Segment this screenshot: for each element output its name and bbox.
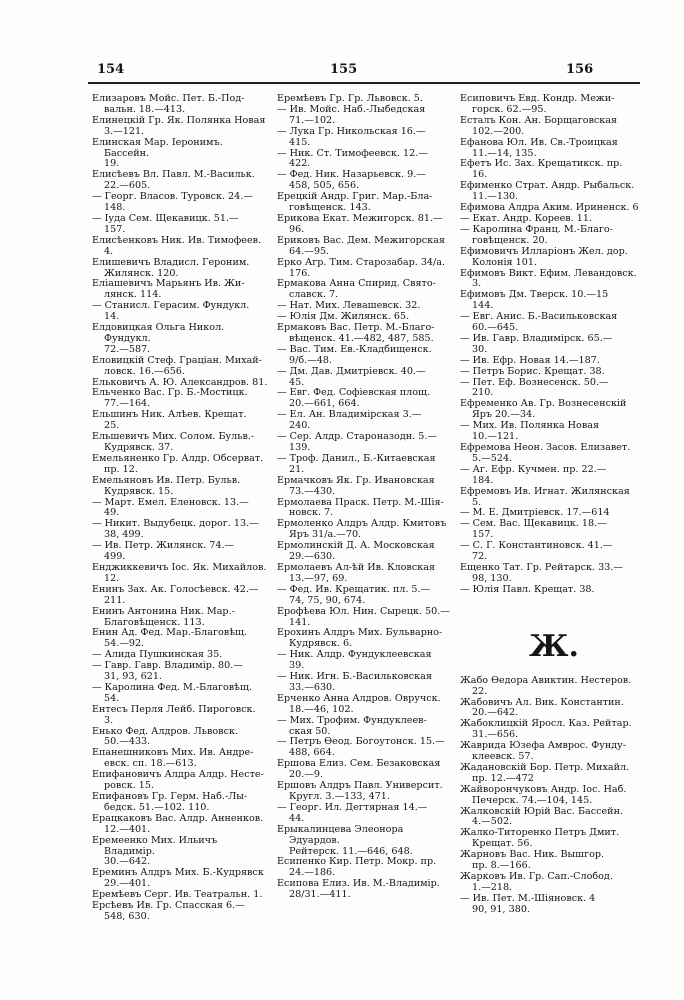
directory-entry: Жабо Ѳедора Авиктин. Нестеров. 22. xyxy=(460,674,632,697)
directory-entry: — Троф. Данил., Б.-Китаевская 21. xyxy=(277,452,436,475)
directory-entry: Ермолаева Праск. Петр. М.-Шія- новск. 7. xyxy=(277,496,444,519)
directory-entry: Еліашевичъ Марьянъ Ив. Жи- лянск. 114. xyxy=(92,278,245,301)
directory-entry: Жабовичъ Ал. Вик. Константин. 20.—642. xyxy=(460,696,624,719)
directory-entry: Есиповичъ Евд. Кондр. Межи- горск. 62.—95. xyxy=(460,94,615,115)
directory-entry: — Лука Гр. Никольская 16.— 415. xyxy=(277,125,426,148)
directory-entry: Ермоленко Алдръ Алдр. Кмитовъ Яръ 31/а.—70. xyxy=(277,518,447,541)
directory-entry: Еловицкій Стеф. Граціан. Михай- ловск. 16.—656. xyxy=(92,354,262,377)
directory-entry: — Мих. Трофим. Фундуклеев- ская 50. xyxy=(277,714,427,737)
directory-entry: — Алида Пушкинская 35. xyxy=(92,649,223,661)
directory-entry: — Георг. Власов. Туровск. 24.— 148. xyxy=(92,191,253,214)
directory-entry: Жабоклицкій Яросл. Каз. Рейтар. 31.—656. xyxy=(460,718,632,741)
directory-entry: Ершовъ Алдръ Павл. Университ. Кругл. 3.—133, 471. xyxy=(277,780,443,802)
page-number-left: 154 xyxy=(97,62,125,77)
directory-entry: Ельшевичъ Мих. Солом. Бульв.- Кудрявск. 37. xyxy=(92,431,255,453)
directory-entry: Епифановъ Гр. Герм. Наб.-Лы- бедск. 51.—102. 110. xyxy=(92,791,248,813)
directory-entry: Ефременко Ав. Гр. Вознесенскій Яръ 20.—34. xyxy=(460,398,627,421)
directory-entry: — Евг. Анис. Б.-Васильковская 60.—645. xyxy=(460,311,618,334)
directory-entry: Жадановскій Бор. Петр. Михайл. пр. 12.—472 xyxy=(460,761,630,784)
directory-entry: — Дм. Дав. Дмитріевск. 40.— 45. xyxy=(277,365,426,388)
directory-entry: Ефремова Неон. Засов. Елизавет. 5.—524. xyxy=(460,442,631,464)
directory-entry: Ещенко Тат. Гр. Рейтарск. 33.— 98, 130. xyxy=(460,561,623,584)
directory-entry: Еремѣевъ Серг. Ив. Театральн. 1. xyxy=(92,889,263,901)
directory-entry: Ентесъ Перля Лейб. Пироговск. 3. xyxy=(92,703,256,726)
directory-entry: Ефимова Алдра Аким. Ириненск. 6 xyxy=(460,202,639,214)
directory-entry: Енджиккевичъ Іос. Як. Михайлов. 12. xyxy=(92,561,267,584)
directory-entry: — Гавр. Гавр. Владимір. 80.— 31, 93, 621. xyxy=(92,660,243,683)
directory-entry: — Петръ Борис. Крещат. 38. xyxy=(460,365,605,377)
directory-entry: Ерофѣева Юл. Нин. Сырецк. 50.— 141. xyxy=(277,605,450,628)
directory-entry: Елинецкій Гр. Як. Полянка Новая 3.—121. xyxy=(92,114,266,137)
directory-entry: Ефименко Страт. Андр. Рыбальск. 11.—130. xyxy=(460,180,635,203)
directory-entry: — Нат. Мих. Левашевск. 32. xyxy=(277,300,421,312)
directory-entry: Ериковъ Вас. Дем. Межигорская 64.—95. xyxy=(277,234,445,257)
directory-entry: — Март. Емел. Еленовск. 13.— 49. xyxy=(92,496,249,519)
page-number-right: 156 xyxy=(566,62,594,77)
directory-entry: Ельченко Вас. Гр. Б.-Мостицк. 77.—164. xyxy=(92,387,248,410)
directory-entry: Еремеенко Мих. Ильичъ Владимір. 30.—642. xyxy=(92,834,218,868)
directory-entry: Енин Ад. Фед. Мар.-Благовѣщ. 54.—92. xyxy=(92,627,247,650)
directory-entry: — М. Е. Дмитріевск. 17.—614 xyxy=(460,507,610,519)
directory-entry: — Ив. Пет. М.-Шіяновск. 4 90, 91, 380. xyxy=(460,892,596,915)
column-middle xyxy=(277,94,455,901)
directory-entry: Ельковичъ А. Ю. Александров. 81. xyxy=(92,376,268,388)
directory-entry: — Ив. Мойс. Наб.-Лыбедская 71.—102. xyxy=(277,103,426,126)
directory-entry: — Ив. Петр. Жилянск. 74.— 499. xyxy=(92,540,235,563)
header-rule xyxy=(88,82,640,84)
directory-entry: Елисѣенковъ Ник. Ив. Тимофеев. 4. xyxy=(92,234,262,257)
directory-entry: — Іуда Сем. Щекавицк. 51.— 157. xyxy=(92,212,239,235)
directory-entry: Ельшинъ Ник. Алѣев. Крещат. 25. xyxy=(92,409,247,432)
directory-entry: Еремѣевъ Гр. Гр. Львовск. 5. xyxy=(277,93,423,104)
directory-entry: Емельяненко Гр. Алдр. Обсерват. пр. 12. xyxy=(92,452,264,475)
column-left xyxy=(92,94,270,923)
directory-entry: Ереминъ Алдръ Мих. Б.-Кудрявск 29.—401. xyxy=(92,867,264,890)
directory-entry: — Ив. Гавр. Владимірск. 65.— 30. xyxy=(460,332,613,355)
directory-entry: Емельяновъ Ив. Петр. Бульв. Кудрявск. 15. xyxy=(92,474,241,497)
directory-entry: — Каролина Франц. М.-Благо- говѣщенск. 20. xyxy=(460,223,613,246)
directory-entry: Ершова Елиз. Сем. Безаковская 20.—9. xyxy=(277,758,441,781)
directory-entry: Ефетъ Ис. Зах. Крещатикск. пр. 16. xyxy=(460,158,623,181)
directory-entry: Жаврида Юзефа Амврос. Фунду- клеевск. 57. xyxy=(460,740,627,763)
directory-entry: Енинъ Зах. Ак. Голосѣевск. 42.— 211. xyxy=(92,583,259,606)
directory-entry: Ефанова Юл. Ив. Св.-Троицкая 11.—14, 135. xyxy=(460,136,618,159)
directory-entry: Ермолаевъ Ал-ѣй Ив. Кловская 13.—97, 69. xyxy=(277,561,435,584)
directory-entry: Елисѣевъ Вл. Павл. М.-Васильк. 22.—605. xyxy=(92,169,255,192)
directory-entry: Ерыкалинцева Элеонора Эдуардов. Рейтерск. 11.—646, 648. xyxy=(277,823,413,857)
directory-entry: — Пет. Еф. Вознесенск. 50.— 210. xyxy=(460,376,609,399)
directory-entry: — Екат. Андр. Кореев. 11. xyxy=(460,212,593,224)
column-right-e-entries xyxy=(460,94,648,596)
directory-entry: Ерикова Екат. Межигорск. 81.— 96. xyxy=(277,212,443,235)
directory-entry: Ерацкаковъ Вас. Алдр. Анненков. 12.—401. xyxy=(92,812,264,835)
directory-entry: Ермаковъ Вас. Петр. М.-Благо- вѣщенск. 41.—482, 487, 585. xyxy=(277,322,435,344)
section-letter-zhe: Ж. xyxy=(529,628,579,664)
directory-entry: — Юлія Дм. Жилянск. 65. xyxy=(277,311,410,323)
directory-entry: Енько Фед. Алдров. Львовск. 50.—433. xyxy=(92,725,239,748)
directory-entry: Ермакова Анна Спирид. Свято- славск. 7. xyxy=(277,278,436,301)
directory-entry: Ерецкій Андр. Григ. Мар.-Бла- говѣщенск. 143. xyxy=(277,191,433,214)
directory-entry: — Сем. Вас. Щекавицк. 18.— 157. xyxy=(460,518,607,541)
directory-entry: Елдовицкая Ольга Никол. Фундукл. 72.—587. xyxy=(92,322,225,355)
directory-entry: — Мих. Ив. Полянка Новая 10.—121. xyxy=(460,420,600,443)
directory-entry: — Ник. Ст. Тимофеевск. 12.— 422. xyxy=(277,147,428,170)
directory-entry: Жарновъ Вас. Ник. Вышгор. пр. 8.—166. xyxy=(460,849,605,872)
directory-entry: — Юлія Павл. Крещат. 38. xyxy=(460,583,595,595)
directory-entry: Ефимовичъ Илларіонъ Жел. дор. Колонія 101. xyxy=(460,245,628,268)
column-right-zh-entries xyxy=(460,676,648,916)
directory-entry: — Фед. Ив. Крещатик. пл. 5.— 74, 75, 90, 674. xyxy=(277,583,431,606)
directory-entry: Есипенко Кир. Петр. Мокр. пр. 24.—186. xyxy=(277,856,437,879)
directory-entry: Елизаровъ Мойс. Пет. Б.-Под- вальн. 18.—413. xyxy=(92,93,245,115)
page-number-center: 155 xyxy=(330,62,358,77)
directory-entry: Ерохинъ Алдръ Мих. Бульварно- Кудрявск. 6. xyxy=(277,627,443,650)
directory-entry: Ермачковъ Як. Гр. Ивановская 73.—430. xyxy=(277,474,435,497)
directory-entry: Ерко Агр. Тим. Старозабар. 34/а. 176. xyxy=(277,256,446,279)
directory-entry: Ерсѣевъ Ив. Гр. Спасская 6.— 548, 630. xyxy=(92,900,245,922)
directory-entry: — Ник. Игн. Б.-Васильковская 33.—630. xyxy=(277,671,432,693)
directory-entry: — Ив. Ефр. Новая 14.—187. xyxy=(460,354,600,366)
directory-entry: Ерченко Анна Алдров. Овручск. 18.—46, 102. xyxy=(277,692,441,715)
directory-entry: — Георг. Ил. Дегтярная 14.— 44. xyxy=(277,801,428,824)
directory-entry: — Ник. Алдр. Фундуклеевская 39. xyxy=(277,649,432,672)
directory-entry: — Каролина Фед. М.-Благовѣщ. 54. xyxy=(92,681,252,704)
directory-entry: Ефимовъ Дм. Тверск. 10.—15 144. xyxy=(460,289,609,312)
directory-entry: Жалковскій Юрій Вас. Бассейн. 4.—502. xyxy=(460,805,624,828)
directory-entry: Елинская Мар. Іеронимъ. Бассейн. 19. xyxy=(92,136,223,170)
directory-entry: — Никит. Выдубецк. дорог. 13.— 38, 499. xyxy=(92,518,259,541)
directory-entry: Енинъ Антонина Ник. Мар.- Благовѣщенск. 113. xyxy=(92,605,235,628)
directory-entry: Жарковъ Ив. Гр. Сап.-Слобод. 1.—218. xyxy=(460,871,613,893)
directory-entry: Елишевичъ Владисл. Героним. Жилянск. 120. xyxy=(92,256,250,279)
directory-entry: Ермолинскій Д. А. Московская 29.—630. xyxy=(277,540,435,563)
directory-entry: Жайворончуковъ Андр. Іос. Наб. Печерск. 74.—104, 145. xyxy=(460,783,627,806)
directory-entry: — Вас. Тим. Ев.-Кладбищенск. 9/б.—48. xyxy=(277,343,432,366)
directory-entry: Ефремовъ Ив. Игнат. Жилянская 5. xyxy=(460,485,630,508)
directory-entry: — Сер. Алдр. Староназодн. 5.— 139. xyxy=(277,431,437,453)
directory-entry: — Ел. Ан. Владимірская 3.— 240. xyxy=(277,409,422,432)
directory-entry: Жалко-Титоренко Петръ Дмит. Крещат. 56. xyxy=(460,827,620,850)
directory-entry: — С. Г. Константиновск. 41.— 72. xyxy=(460,540,613,563)
directory-entry: — Петръ Ѳеод. Богоутонск. 15.— 488, 664. xyxy=(277,736,445,759)
directory-entry: — Евг. Фед. Софіевская площ. 20.—661, 664. xyxy=(277,387,431,410)
directory-entry: Есталъ Кон. Ан. Борщаговская 102.—200. xyxy=(460,114,618,137)
directory-entry: Епифановичъ Алдра Алдр. Несте- ровск. 15. xyxy=(92,769,264,792)
column-right xyxy=(460,94,648,916)
directory-entry: Есипова Елиз. Ив. М.-Владимір. 28/31.—411. xyxy=(277,878,440,901)
directory-entry: — Аг. Ефр. Кучмен. пр. 22.— 184. xyxy=(460,463,607,486)
directory-entry: — Фед. Ник. Назарьевск. 9.— 458, 505, 656. xyxy=(277,169,426,192)
directory-entry: Епанешниковъ Мих. Ив. Андре- евск. сп. 18.—613. xyxy=(92,747,254,770)
directory-entry: — Станисл. Герасим. Фундукл. 14. xyxy=(92,300,250,323)
directory-entry: Ефимовъ Викт. Ефим. Левандовск. 3. xyxy=(460,267,637,290)
